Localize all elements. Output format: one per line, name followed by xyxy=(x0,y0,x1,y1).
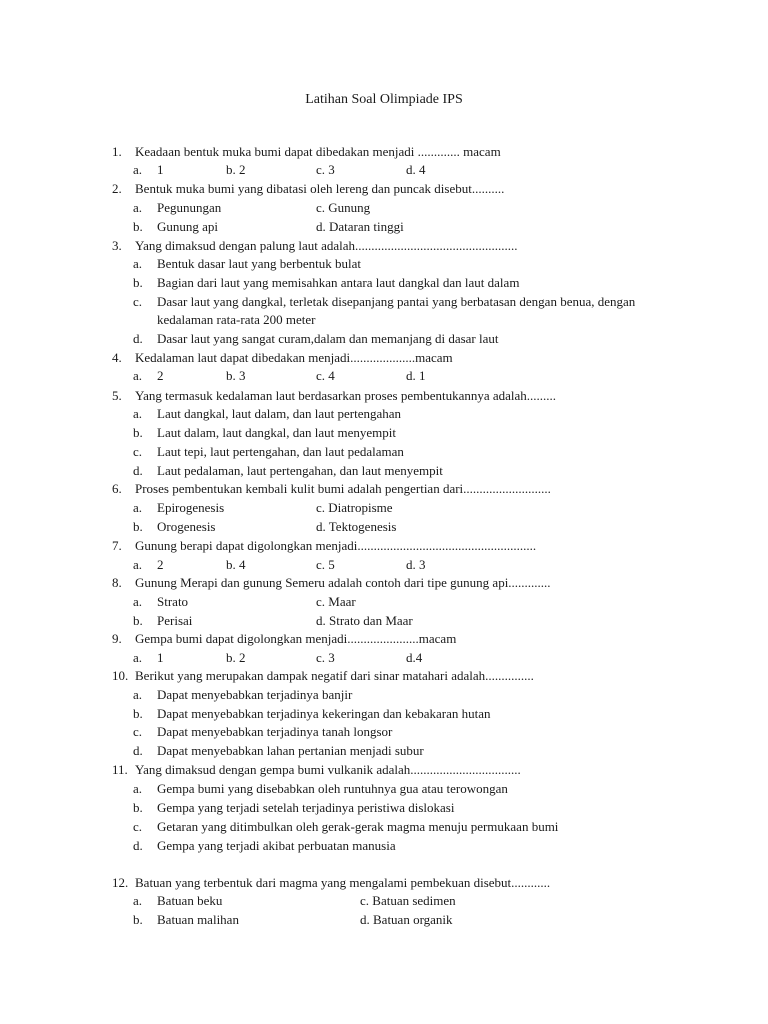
option-letter: c. xyxy=(133,444,143,459)
option-text: Dasar laut yang sangat curam,dalam dan memanjang di dasar laut xyxy=(157,331,499,346)
option-letter: b. xyxy=(133,219,143,234)
option-text: Dapat menyebabkan terjadinya tanah longsor xyxy=(157,724,393,739)
question-text: Gunung berapi dapat digolongkan menjadi....................................................... xyxy=(135,538,537,553)
option-letter: b. xyxy=(133,425,143,440)
option-text: d. Batuan organik xyxy=(360,912,453,927)
option-text: c. 4 xyxy=(316,368,335,383)
option-text: c. 5 xyxy=(316,557,335,572)
option-text: c. Gunung xyxy=(316,200,371,215)
option-text: Bagian dari laut yang memisahkan antara laut dangkal dan laut dalam xyxy=(157,275,520,290)
option-text: 1 xyxy=(157,162,164,177)
option-letter: b. xyxy=(133,275,143,290)
option-text: Laut dalam, laut dangkal, dan laut menyempit xyxy=(157,425,396,440)
option-text: c. 3 xyxy=(316,162,335,177)
question-number: 4. xyxy=(112,350,122,365)
question-number: 2. xyxy=(112,181,122,196)
question-number: 1. xyxy=(112,144,122,159)
option-text: d. 1 xyxy=(406,368,426,383)
question-number: 11. xyxy=(112,762,128,777)
option-text: b. 4 xyxy=(226,557,246,572)
option-letter: a. xyxy=(133,368,143,383)
option-text: d. 3 xyxy=(406,557,426,572)
question-text: Yang termasuk kedalaman laut berdasarkan proses pembentukannya adalah......... xyxy=(135,388,557,403)
option-letter: d. xyxy=(133,743,143,758)
option-text: 1 xyxy=(157,650,164,665)
option-text: Gempa yang terjadi setelah terjadinya peristiwa dislokasi xyxy=(157,800,455,815)
option-letter: b. xyxy=(133,519,143,534)
option-letter: b. xyxy=(133,613,143,628)
option-letter: a. xyxy=(133,256,143,271)
option-text: Gempa yang terjadi akibat perbuatan manusia xyxy=(157,838,396,853)
question-text: Gunung Merapi dan gunung Semeru adalah contoh dari tipe gunung api............. xyxy=(135,575,551,590)
option-letter: d. xyxy=(133,463,143,478)
option-text: Epirogenesis xyxy=(157,500,225,515)
question-text: Gempa bumi dapat digolongkan menjadi......................macam xyxy=(135,631,457,646)
question-text: Proses pembentukan kembali kulit bumi adalah pengertian dari........................... xyxy=(135,481,551,496)
option-letter: a. xyxy=(133,557,143,572)
question-text: Kedalaman laut dapat dibedakan menjadi....................macam xyxy=(135,350,453,365)
option-text: Dapat menyebabkan lahan pertanian menjadi subur xyxy=(157,743,424,758)
option-text: d. Strato dan Maar xyxy=(316,613,413,628)
option-text: d. 4 xyxy=(406,162,426,177)
option-text: b. 2 xyxy=(226,650,246,665)
page-title: Latihan Soal Olimpiade IPS xyxy=(305,92,463,107)
option-text: c. Diatropisme xyxy=(316,500,393,515)
option-text: Laut tepi, laut pertengahan, dan laut pedalaman xyxy=(157,444,404,459)
option-letter: d. xyxy=(133,838,143,853)
option-letter: b. xyxy=(133,800,143,815)
option-letter: a. xyxy=(133,687,143,702)
question-text: Batuan yang terbentuk dari magma yang mengalami pembekuan disebut............ xyxy=(135,875,551,890)
option-text: Strato xyxy=(157,594,189,609)
question-number: 9. xyxy=(112,631,122,646)
option-letter: a. xyxy=(133,500,143,515)
option-text: 2 xyxy=(157,557,164,572)
option-text-cont: kedalaman rata-rata 200 meter xyxy=(157,312,316,327)
option-text: Laut pedalaman, laut pertengahan, dan laut menyempit xyxy=(157,463,443,478)
question-number: 7. xyxy=(112,538,122,553)
option-text: Bentuk dasar laut yang berbentuk bulat xyxy=(157,256,361,271)
option-text: Dasar laut yang dangkal, terletak disepanjang pantai yang berbatasan dengan benua, dengan xyxy=(157,294,636,309)
option-text: b. 2 xyxy=(226,162,246,177)
option-text: Gempa bumi yang disebabkan oleh runtuhnya gua atau terowongan xyxy=(157,781,508,796)
option-letter: a. xyxy=(133,893,143,908)
option-text: Gunung api xyxy=(157,219,219,234)
option-text: 2 xyxy=(157,368,164,383)
option-text: Batuan malihan xyxy=(157,912,239,927)
option-text: Perisai xyxy=(157,613,193,628)
question-text: Keadaan bentuk muka bumi dapat dibedakan menjadi ............. macam xyxy=(135,144,501,159)
option-text: Dapat menyebabkan terjadinya kekeringan dan kebakaran hutan xyxy=(157,706,491,721)
option-text: d. Dataran tinggi xyxy=(316,219,404,234)
option-letter: a. xyxy=(133,594,143,609)
question-text: Yang dimaksud dengan gempa bumi vulkanik adalah.................................. xyxy=(135,762,521,777)
option-text: Batuan beku xyxy=(157,893,223,908)
option-letter: a. xyxy=(133,200,143,215)
option-text: c. Batuan sedimen xyxy=(360,893,456,908)
question-number: 6. xyxy=(112,481,122,496)
question-text: Yang dimaksud dengan palung laut adalah.................................................. xyxy=(135,238,518,253)
option-text: Dapat menyebabkan terjadinya banjir xyxy=(157,687,353,702)
option-text: Laut dangkal, laut dalam, dan laut pertengahan xyxy=(157,406,402,421)
option-letter: a. xyxy=(133,781,143,796)
question-number: 12. xyxy=(112,875,129,890)
question-number: 8. xyxy=(112,575,122,590)
question-text: Bentuk muka bumi yang dibatasi oleh lereng dan puncak disebut.......... xyxy=(135,181,505,196)
question-number: 5. xyxy=(112,388,122,403)
question-text: Berikut yang merupakan dampak negatif dari sinar matahari adalah............... xyxy=(135,668,534,683)
option-letter: d. xyxy=(133,331,143,346)
question-number: 10. xyxy=(112,668,129,683)
option-letter: a. xyxy=(133,650,143,665)
option-text: c. Maar xyxy=(316,594,356,609)
option-letter: c. xyxy=(133,819,143,834)
option-letter: b. xyxy=(133,706,143,721)
option-text: d.4 xyxy=(406,650,423,665)
option-letter: b. xyxy=(133,912,143,927)
question-number: 3. xyxy=(112,238,122,253)
option-text: d. Tektogenesis xyxy=(316,519,397,534)
option-text: Getaran yang ditimbulkan oleh gerak-gerak magma menuju permukaan bumi xyxy=(157,819,559,834)
option-text: Orogenesis xyxy=(157,519,216,534)
option-text: b. 3 xyxy=(226,368,246,383)
option-text: Pegunungan xyxy=(157,200,222,215)
option-text: c. 3 xyxy=(316,650,335,665)
option-letter: a. xyxy=(133,406,143,421)
option-letter: c. xyxy=(133,294,143,309)
option-letter: a. xyxy=(133,162,143,177)
option-letter: c. xyxy=(133,724,143,739)
